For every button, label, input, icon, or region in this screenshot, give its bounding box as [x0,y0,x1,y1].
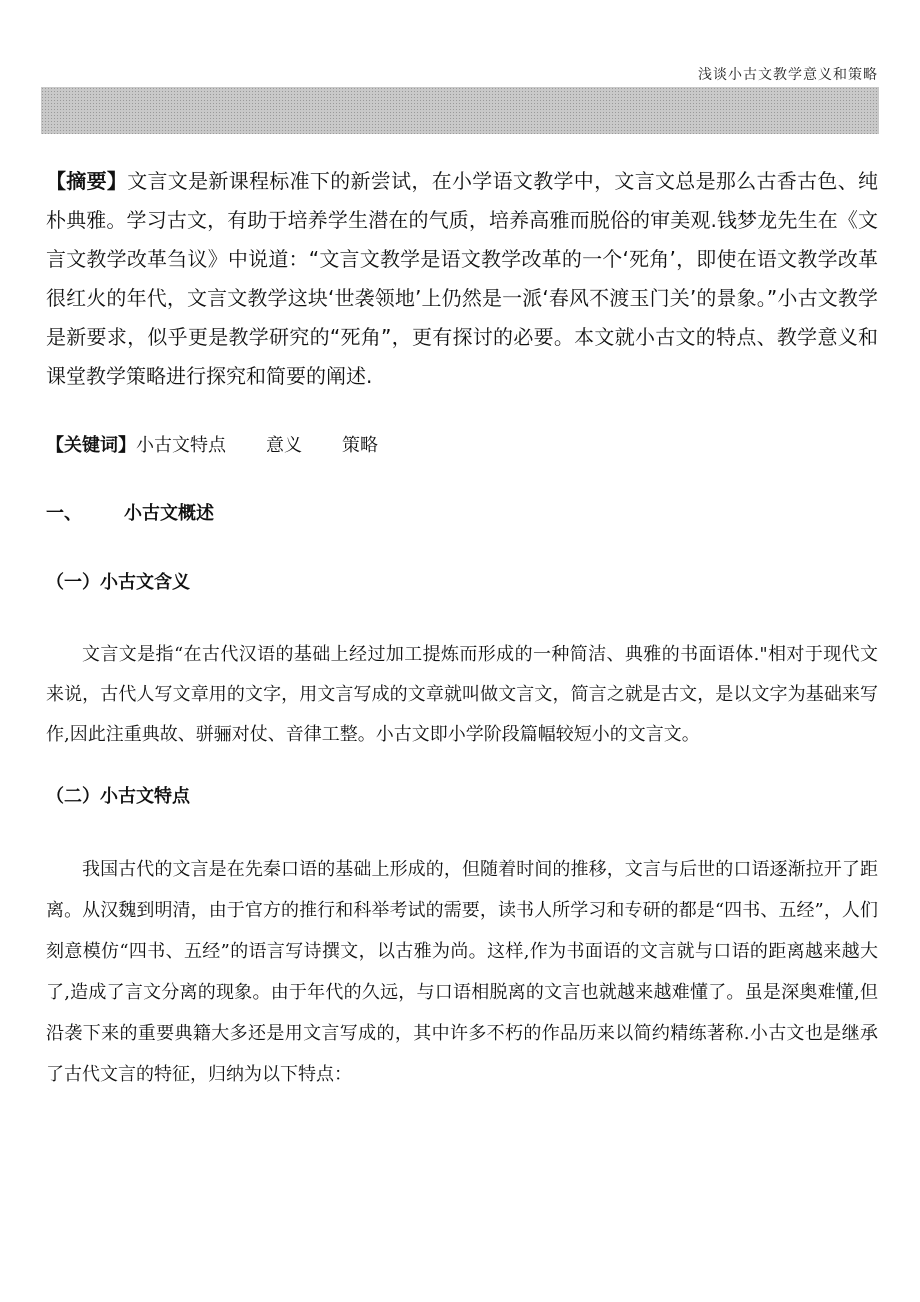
running-header-title: 浅谈小古文教学意义和策略 [698,67,878,83]
section-heading [46,499,878,529]
header-band [41,87,879,134]
keyword-item: 意义 [266,435,302,456]
abstract-paragraph [46,162,878,396]
paragraph-meaning: 文言文是指“在古代汉语的基础上经过加工提炼而形成的一种简洁、典雅的书面语体."相对于现代文来说，古代人写文章用的文字，用文言写成的文章就叫做文言文，简言之就是古文，是以文字为基础来写作,因此注重典故、骈骊对仗、音律工整。小古文即小学阶段篇幅较短小的文言文。 [46,644,878,745]
subsection-heading-features: （二）小古文特点 [46,786,190,807]
abstract-label: 【摘要】 [46,169,128,193]
section-title: 小古文概述 [124,503,214,524]
subsection-heading-meaning: （一）小古文含义 [46,572,190,593]
paragraph-features: 我国古代的文言是在先秦口语的基础上形成的，但随着时间的推移，文言与后世的口语逐渐拉开了距离。从汉魏到明清，由于官方的推行和科举考试的需要，读书人所学习和专研的都是“四书、五经”，人们刻意模仿“四书、五经”的语言写诗撰文，以古雅为尚。这样,作为书面语的文言就与口语的距离越来越大了,造成了言文分离的现象。由于年代的久远，与口语相脱离的文言也就越来越难懂了。虽是深奥难懂,但沿袭下来的重要典籍大多还是用文言写成的，其中许多不朽的作品历来以简约精练著称.小古文也是继承了古代文言的特征，归纳为以下特点： [46,859,878,1085]
keywords-line [46,431,878,461]
keyword-item: 策略 [342,435,378,456]
keywords-label: 【关键词】 [46,435,136,456]
document-body [46,162,878,1095]
keyword-item: 小古文特点 [136,435,226,456]
abstract-text: 文言文是新课程标准下的新尝试，在小学语文教学中，文言文总是那么古香古色、纯朴典雅。学习古文，有助于培养学生潜在的气质，培养高雅而脱俗的审美观.钱梦龙先生在《文言文教学改革刍议》中说道：“文言文教学是语文教学改革的一个‘死角’，即使在语文教学改革很红火的年代，文言文教学这块‘世袭领地’上仍然是一派‘春风不渡玉门关’的景象。”小古文教学是新要求，似乎更是教学研究的“死角”，更有探讨的必要。本文就小古文的特点、教学意义和课堂教学策略进行探究和简要的阐述. [46,169,879,388]
section-number: 一、 [46,503,82,524]
